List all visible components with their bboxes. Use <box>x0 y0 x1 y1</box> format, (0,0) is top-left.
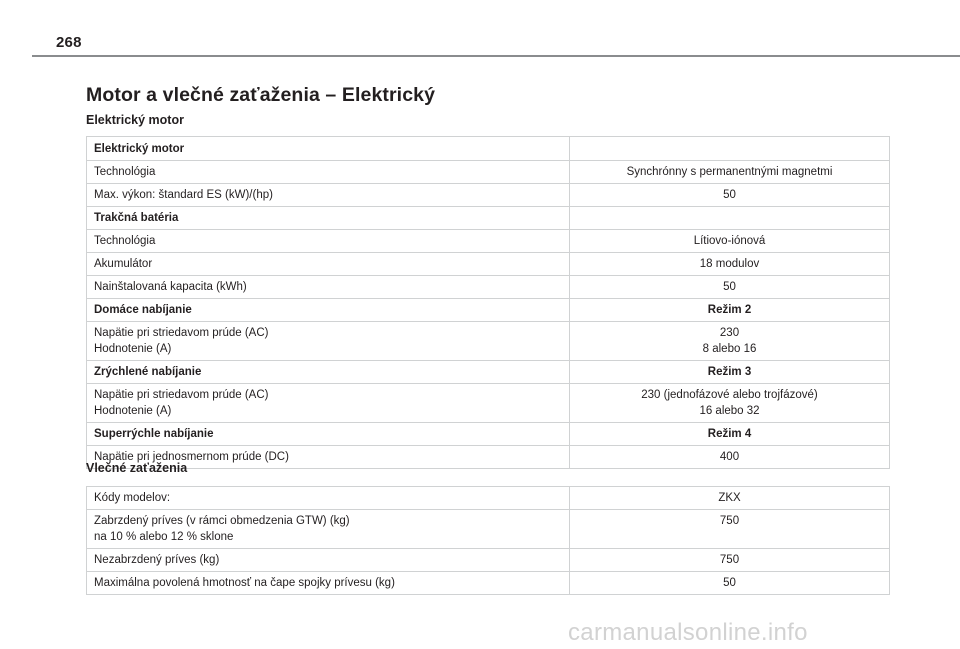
row-label: Maximálna povolená hmotnosť na čape spojky prívesu (kg) <box>87 572 570 595</box>
table-row <box>87 549 890 572</box>
row-value: 750 <box>570 510 890 549</box>
row-value: ZKX <box>570 487 890 510</box>
table-row <box>87 207 890 230</box>
row-label: Akumulátor <box>87 253 570 276</box>
table-row <box>87 446 890 469</box>
electric-motor-spec-table <box>86 136 890 469</box>
table-row <box>87 510 890 549</box>
row-value: 230 (jednofázové alebo trojfázové) 16 alebo 32 <box>570 384 890 423</box>
row-label: Napätie pri striedavom prúde (AC) Hodnotenie (A) <box>87 384 570 423</box>
row-value: 50 <box>570 184 890 207</box>
row-value: Synchrónny s permanentnými magnetmi <box>570 161 890 184</box>
row-label: Zabrzdený príves (v rámci obmedzenia GTW) (kg) na 10 % alebo 12 % sklone <box>87 510 570 549</box>
row-label: Nainštalovaná kapacita (kWh) <box>87 276 570 299</box>
row-value: 18 modulov <box>570 253 890 276</box>
table-row <box>87 572 890 595</box>
page-title: Motor a vlečné zaťaženia – Elektrický <box>86 84 436 106</box>
table-row <box>87 230 890 253</box>
row-label: Superrýchle nabíjanie <box>87 423 570 446</box>
row-value: 230 8 alebo 16 <box>570 322 890 361</box>
table-row <box>87 276 890 299</box>
row-label: Max. výkon: štandard ES (kW)/(hp) <box>87 184 570 207</box>
section-heading-electric-motor: Elektrický motor <box>86 113 184 127</box>
table-row <box>87 322 890 361</box>
table-row <box>87 137 890 161</box>
row-value: 750 <box>570 549 890 572</box>
row-value: 50 <box>570 276 890 299</box>
row-value: 400 <box>570 446 890 469</box>
row-label: Technológia <box>87 161 570 184</box>
row-value: 50 <box>570 572 890 595</box>
table-row <box>87 184 890 207</box>
table-row <box>87 253 890 276</box>
row-label: Trakčná batéria <box>87 207 570 230</box>
table-row <box>87 161 890 184</box>
row-label: Napätie pri striedavom prúde (AC) Hodnotenie (A) <box>87 322 570 361</box>
watermark: carmanualsonline.info <box>568 619 808 646</box>
row-value: Lítiovo-iónová <box>570 230 890 253</box>
table-row <box>87 487 890 510</box>
row-label: Elektrický motor <box>87 137 570 161</box>
row-label: Zrýchlené nabíjanie <box>87 361 570 384</box>
towing-loads-spec-table <box>86 486 890 595</box>
table-row <box>87 384 890 423</box>
row-label: Technológia <box>87 230 570 253</box>
row-label: Kódy modelov: <box>87 487 570 510</box>
table-row <box>87 299 890 322</box>
header-divider <box>32 55 960 57</box>
row-label: Domáce nabíjanie <box>87 299 570 322</box>
row-value <box>570 137 890 161</box>
page-number: 268 <box>56 34 82 51</box>
section-heading-towing-loads: Vlečné zaťaženia <box>86 461 188 475</box>
row-value: Režim 3 <box>570 361 890 384</box>
row-label: Nezabrzdený príves (kg) <box>87 549 570 572</box>
row-value <box>570 207 890 230</box>
row-value: Režim 4 <box>570 423 890 446</box>
row-value: Režim 2 <box>570 299 890 322</box>
table-row <box>87 361 890 384</box>
row-label: Napätie pri jednosmernom prúde (DC) <box>87 446 570 469</box>
table-row <box>87 423 890 446</box>
